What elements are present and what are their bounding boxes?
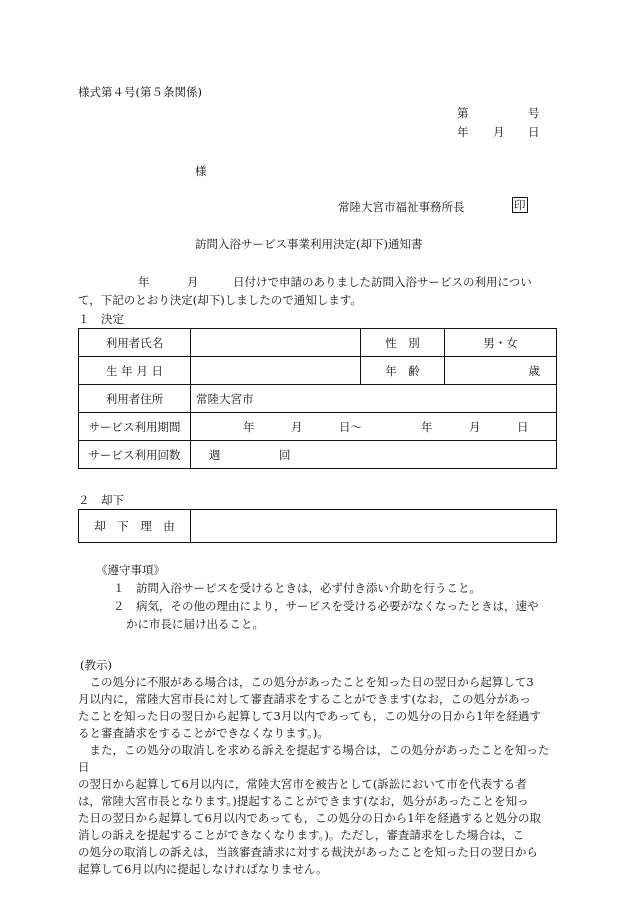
rules-item-1: １ 訪問入浴サービスを受けるときは，必ず付き添い介助を行うこと。 [113,581,481,595]
count-times: 回 [279,448,291,462]
document-title: 訪問入浴サービス事業利用決定(却下)通知書 [195,237,423,251]
date-year: 年 [457,125,469,139]
table-row [79,510,557,543]
table-row [79,329,557,357]
notice-paragraph-1 [78,674,556,742]
reason-label: 却 下 理 由 [79,510,191,543]
notice-p2-line: の翌日から起算して6月以内に，常陸大宮市を被告として(訴訟において市を代表する者 [78,777,527,791]
notice-heading: (教示) [80,658,112,672]
decision-table [78,328,557,469]
gender-label: 性 別 [361,329,445,357]
table-row [79,413,557,441]
doc-number-dai: 第 [457,106,469,120]
notice-p2-line: た日の翌日から起算して6月以内であっても，この処分の日から1年を経過すると処分の取 [78,811,542,825]
date-day: 日 [528,125,540,139]
section2-heading: ２ 却下 [78,493,124,507]
notice-paragraph-2 [78,742,556,878]
name-value-cell [191,329,361,357]
gender-value: 男・女 [445,329,557,357]
intro-line2: て，下記のとおり決定(却下)しましたので通知します。 [78,293,362,307]
period-from-year: 年 [243,420,255,434]
period-value [191,413,557,441]
notice-p1-line: たことを知った日の翌日から起算して3月以内であっても，この処分の日から1年を経過す [78,709,542,723]
notice-p2-line: は，常陸大宮市長となります。)提起することができます(なお，処分があったことを知っ [78,794,529,808]
period-from-day: 日～ [339,420,362,434]
notice-p2-line: また，この処分の取消しを求める訴えを提起する場合は，この処分があったことを知った日 [78,743,550,774]
section1-heading: １ 決定 [78,312,124,326]
doc-number-go: 号 [528,106,540,120]
address-label: 利用者住所 [79,385,191,413]
rejection-table [78,509,557,543]
notice-p2-line: 起算して6月以内に提起しなければなりません。 [78,862,328,876]
table-row [79,357,557,385]
count-value [191,441,557,469]
period-to-day: 日 [517,420,529,434]
age-label: 年 齢 [361,357,445,385]
rules-heading: 《遵守事項》 [96,563,165,577]
period-to-year: 年 [421,420,433,434]
notice-p1-line: この処分に不服がある場合は，この処分があったことを知った日の翌日から起算して3 [78,675,534,689]
notice-p1-line: 月以内に，常陸大宮市長に対して審査請求をすることができます(なお，この処分があっ [78,692,531,706]
table-row [79,385,557,413]
seal-mark: 印 [514,198,526,212]
notice-p2-line: の処分の取消しの訴えは，当該審査請求に対する裁決があったことを知った日の翌日から [78,845,538,859]
period-from-month: 月 [291,420,303,434]
address-value: 常陸大宮市 [191,385,557,413]
birth-label: 生 年 月 日 [79,357,191,385]
issuer-name: 常陸大宮市福祉事務所長 [338,200,465,214]
intro-year: 年 [138,275,150,289]
form-number: 様式第４号(第５条関係) [78,85,202,99]
issuer-seal [512,197,528,213]
reason-value-cell [191,510,557,543]
notice-p1-line: ると審査請求をすることができなくなります。)。 [78,726,329,740]
name-label: 利用者氏名 [79,329,191,357]
table-row [79,441,557,469]
intro-line1: 日付けで申請のありました訪問入浴サービスの利用につい [233,275,532,289]
birth-value-cell [191,357,361,385]
addressee-suffix: 様 [195,164,207,178]
intro-month: 月 [187,275,199,289]
period-label: サービス利用期間 [79,413,191,441]
count-label: サービス利用回数 [79,441,191,469]
period-to-month: 月 [469,420,481,434]
rules-item-2-line1: ２ 病気，その他の理由により，サービスを受ける必要がなくなったときは，速や [113,599,539,613]
notice-p2-line: 消しの訴えを提起することができなくなります。)。ただし，審査請求をした場合は，こ [78,828,525,842]
age-unit: 歳 [445,357,557,385]
count-week: 週 [209,448,221,462]
rules-item-2-line2: かに市長に届け出ること。 [126,617,264,631]
date-month: 月 [493,125,505,139]
